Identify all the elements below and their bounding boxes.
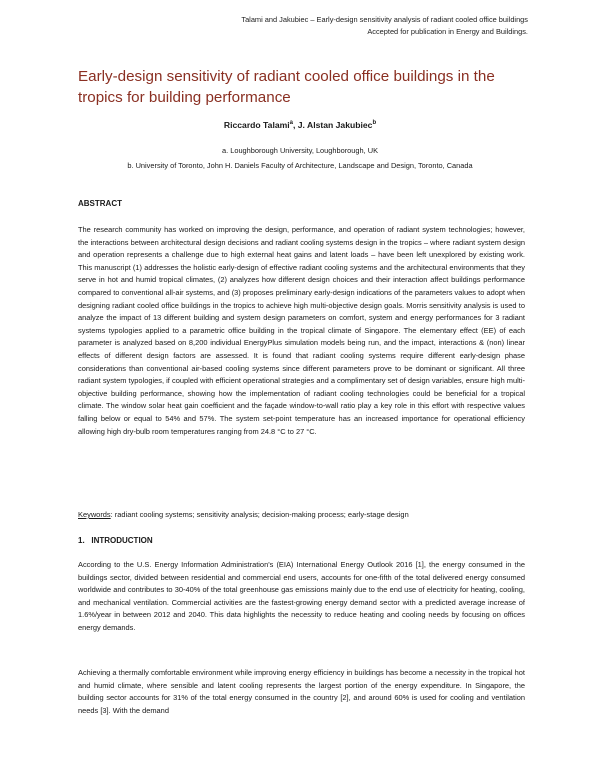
introduction-heading: 1. INTRODUCTION xyxy=(78,536,153,545)
introduction-paragraph-1: According to the U.S. Energy Information Administration's (EIA) International Energy Outlook 2016 [1], the energy consumed in the buildings sector, divided between residential and commercial end users, accounts for one-fifth of the total delivered energy consumed worldwide and contributes to 30-40% of the total greenhouse gas emissions mainly due to the end use of electricity for heating, cooling, and mechanical ventilation. Commercial activities are the fastest-growing energy demand sector with a predicted average increase of 1.6%/year in between 2012 and 2040. This data highlights the necessity to reduce heating and cooling needs by focusing on offices energy demands. xyxy=(78,560,525,632)
author-separator: , xyxy=(292,120,298,130)
author-talami: Riccardo Talami xyxy=(223,120,290,130)
abstract-heading: ABSTRACT xyxy=(78,199,122,208)
author-line xyxy=(0,120,600,130)
affiliation-b: b. University of Toronto, John H. Daniels Faculty of Architecture, Landscape and Design, Toronto, Canada xyxy=(127,161,473,170)
running-header-line-1: Talami and Jakubiec – Early-design sensitivity analysis of radiant cooled office buildings xyxy=(241,15,528,24)
keywords xyxy=(78,509,525,522)
affiliation-a: a. Loughborough University, Loughborough, UK xyxy=(222,146,378,155)
running-header-line-2: Accepted for publication in Energy and Buildings. xyxy=(367,27,528,36)
keywords-label: Keywords xyxy=(78,510,111,519)
running-header xyxy=(241,14,528,38)
introduction-paragraph-2: Achieving a thermally comfortable environment while improving energy efficiency in buildings has become a necessity in the tropical hot and humid climate, where sensible and latent cooling represents the largest portion of the energy expenditure. In Singapore, the building sector accounts for 31% of the total energy consumed in the country [2], and around 60% is used for cooling and ventilation needs [3]. With the demand xyxy=(78,668,525,715)
author-talami-affil-mark: a xyxy=(289,120,293,127)
abstract-text: The research community has worked on improving the design, performance, and operation of radiant system technologies; however, the interactions between architectural design decisions and radiant cooling systems design in the tropics – where radiant system design and operation represents a challenge due to high external heat gains and latent loads – have been left unexplored by existing work. This manuscript (1) addresses the holistic early-design of effective radiant cooling systems and the architectural environments that they serve in hot and humid tropical climates, (2) analyzes how different design choices and their interaction affect buildings performance compared to conventional all-air systems, and (3) proposes preliminary early-design indications of the parameters values to adopt when designing radiant cooled office buildings in the tropics to achieve high multi-objective design goals. Morris sensitivity analysis is used to analyze the impact of 13 different building and system design parameters on comfort, system and energy performances for 3 radiant systems typologies applied to a parametric office building in the tropical climate of Singapore. The elementary effect (EE) of each parameter is analyzed based on 8,200 individual EnergyPlus simulation models being run, and the impact, interactions & (non) linear effects of different design factors are assessed. It is found that radiant cooling systems require different early-design phase considerations than conventional air-based cooling systems since different parameters prove to be dominant or significant. All three radiant system typologies, if coupled with efficient operational strategies and a complimentary set of design variables, ensure high multi-objective building performance, showing how the implementation of radiant cooling technologies could be beneficial for a tropical climate. The window solar heat gain coefficient and the façade window-to-wall ratio play a key role in this effort with respective values falling below or equal to 54% and 57%. The system set-point temperature has an increased importance for operational efficiency allowing high dry-bulb room temperatures ranging from 24.8 °C to 27 °C. xyxy=(78,225,525,436)
author-jakubiec-affil-mark: b xyxy=(372,120,377,127)
paper-title: Early-design sensitivity of radiant cooled office buildings in the tropics for building performance xyxy=(78,68,495,106)
author-jakubiec: J. Alstan Jakubiec xyxy=(297,120,373,130)
keywords-text: : radiant cooling systems; sensitivity analysis; decision-making process; early-stage design xyxy=(110,510,409,519)
